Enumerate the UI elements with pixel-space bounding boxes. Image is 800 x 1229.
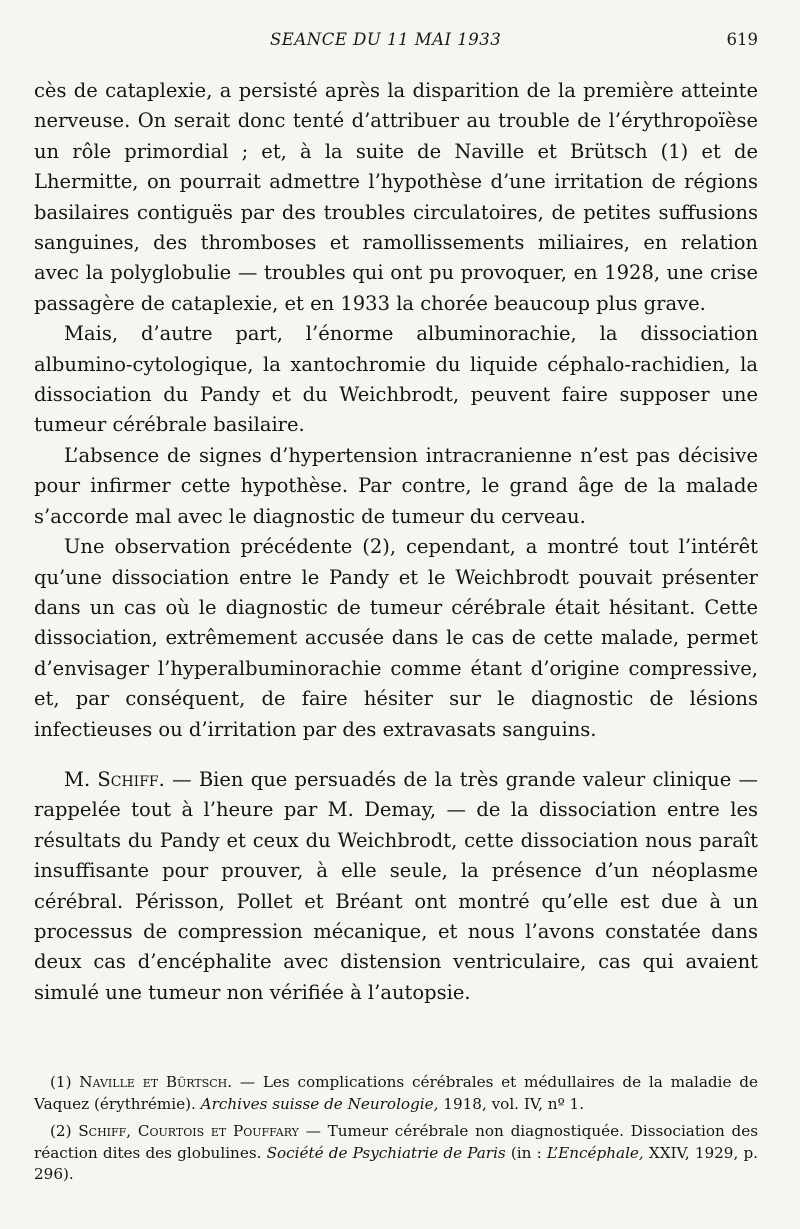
paragraph-4: Une observation précédente (2), cependant, a montré tout l’intérêt qu’une dissociation entre le Pandy et le Weichbrodt pouvait présenter dans un cas où le diagnostic de tumeur cérébrale était hésitant. Cette dissociation, extrêmement accusée dans le cas de cette malade, permet d’envisager l’hyperalbuminorachie comme étant d’origine compressive, et, par conséquent, de faire hésiter sur le diagnostic de lésions infectieuses ou d’irritation par des extravasats sanguins. bbox=[34, 535, 758, 741]
footnote-2 bbox=[34, 1121, 758, 1186]
footnote-1 bbox=[34, 1072, 758, 1115]
footnote-2-in: (in : bbox=[505, 1143, 547, 1162]
running-title: SEANCE DU 11 MAI 1933 bbox=[270, 30, 502, 49]
footnote-2-journal: Société de Psychiatrie de Paris bbox=[266, 1143, 506, 1162]
footnote-1-number: (1) bbox=[50, 1073, 80, 1091]
paragraph-5-text: — Bien que persuadés de la très grande valeur clinique — rappelée tout à l’heure par M. Demay, — de la dissociation entre les résultats du Pandy et ceux du Weichbrodt, cette dissociation nous paraît insuffisante pour prouver, à elle seule, la présence d’un néoplasme cérébral. Périsson, Pollet et Bréant ont montré qu’elle est due à un processus de compression mécanique, et nous l’avons constatée dans deux cas d’encéphalite avec distension ventriculaire, cas qui avaient simulé une tumeur non vérifiée à l’autopsie. bbox=[34, 767, 758, 1004]
footnote-2-authors: Schiff, Courtois et Pouffary bbox=[78, 1122, 299, 1140]
speaker-name: M. Schiff. bbox=[64, 767, 165, 791]
body-text bbox=[34, 76, 758, 1008]
footnote-1-journal: Archives suisse de Neurologie, bbox=[200, 1094, 439, 1113]
footnote-2-number: (2) bbox=[50, 1122, 79, 1140]
paragraph-3: L’absence de signes d’hypertension intracranienne n’est pas décisive pour infirmer cette hypothèse. Par contre, le grand âge de la malade s’accorde mal avec le diagnostic de tumeur du cerveau. bbox=[34, 443, 758, 528]
footnote-1-text: — Les complications cérébrales et médullaires de la maladie de Vaquez (érythrémie). bbox=[34, 1073, 758, 1113]
footnote-1-authors: Naville et Bürtsch. bbox=[79, 1073, 233, 1091]
footnote-2-journal-2: L’Encéphale, bbox=[546, 1143, 644, 1162]
paragraph-2: Mais, d’autre part, l’énorme albuminorachie, la dissociation albumino-cytologique, la xantochromie du liquide céphalo-rachidien, la dissociation du Pandy et du Weichbrodt, peuvent faire supposer une tumeur cérébrale basilaire. bbox=[34, 322, 758, 437]
paragraph-1: cès de cataplexie, a persisté après la disparition de la première atteinte nerveuse. On serait donc tenté d’attribuer au trouble de l’érythropoïèse un rôle primordial ; et, à la suite de Naville et Brütsch (1) et de Lhermitte, on pourrait admettre l’hypothèse d’une irritation de régions basilaires contiguës par des troubles circulatoires, de petites suffusions sanguines, des thromboses et ramollissements miliaires, en relation avec la polyglobulie — troubles qui ont pu provoquer, en 1928, une crise passagère de cataplexie, et en 1933 la chorée beaucoup plus grave. bbox=[34, 79, 758, 315]
footnote-1-reference: 1918, vol. IV, nº 1. bbox=[438, 1094, 585, 1113]
page-number: 619 bbox=[726, 30, 758, 49]
paragraph-5 bbox=[34, 765, 758, 1008]
footnotes bbox=[34, 1072, 758, 1192]
footnote-2-text: — Tumeur cérébrale non diagnostiquée. Dissociation des réaction dites des globulines. bbox=[34, 1122, 758, 1162]
footnote-2-reference: XXIV, 1929, p. 296). bbox=[34, 1143, 758, 1183]
